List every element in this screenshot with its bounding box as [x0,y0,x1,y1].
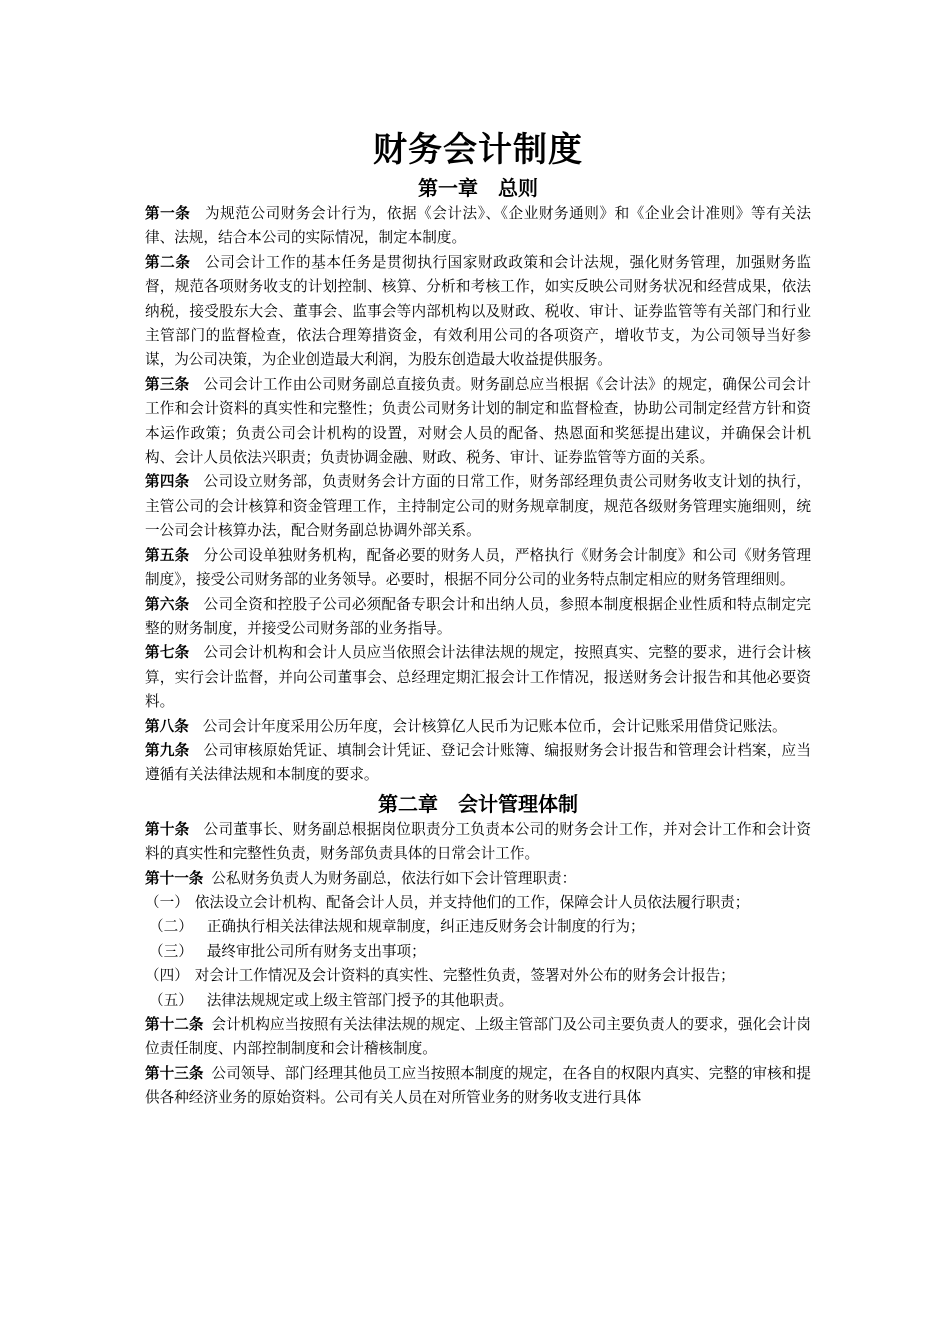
duty-item-5 [145,989,811,1013]
article-10 [145,818,811,867]
chapter-1-articles [145,202,811,788]
duty-item-1 [145,891,811,915]
chapter-heading-2: 第二章 会计管理体制 [378,791,578,816]
article-text: 公私财务负责人为财务副总，依法行如下会计管理职责： [211,869,577,887]
article-number: 第三条 [145,375,190,393]
document-title: 财务会计制度 [373,130,583,170]
article-number: 第五条 [145,546,190,564]
article-text: 公司会计机构和会计人员应当依照会计法律法规的规定，按照真实、完整的要求，进行会计核算，实行会计监督，并向公司董事会、总经理定期汇报会计工作情况，报送财务会计报告和其他必要资料。 [145,644,811,711]
article-number: 第十二条 [145,1016,204,1033]
duty-number: （四） [145,967,189,985]
article-3 [145,373,811,471]
article-1 [145,202,811,251]
duty-number: （三） [149,942,193,960]
article-text: 公司设立财务部，负责财务会计方面的日常工作，财务部经理负责公司财务收支计划的执行，主管公司的会计核算和资金管理工作，主持制定公司的财务规章制度，规范各级财务管理实施细则，统一公司会计核算办法，配合财务副总协调外部关系。 [145,473,811,540]
article-number: 第四条 [145,473,190,491]
article-number: 第一条 [145,205,191,222]
article-number: 第十条 [145,820,190,838]
duty-text: 最终审批公司所有财务支出事项； [206,942,426,960]
article-text: 公司董事长、财务副总根据岗位职责分工负责本公司的财务会计工作，并对会计工作和会计资料的真实性和完整性负责，财务部负责具体的日常会计工作。 [145,820,811,863]
duty-text: 法律法规规定或上级主管部门授予的其他职责。 [206,991,514,1009]
document-page [145,128,811,1111]
article-2 [145,251,811,373]
article-5 [145,544,811,593]
article-text: 公司审核原始凭证、填制会计凭证、登记会计账簿、编报财务会计报告和管理会计档案，应当遵循有关法律法规和本制度的要求。 [145,741,811,784]
chapter-heading-1: 第一章 总则 [418,176,538,200]
duty-list [145,891,811,1013]
article-text: 公司全资和控股子公司必须配备专职会计和出纳人员，参照本制度根据企业性质和特点制定完整的财务制度，并接受公司财务部的业务指导。 [145,595,811,637]
article-9 [145,739,811,788]
article-7 [145,641,811,714]
article-6 [145,593,811,642]
article-text: 公司会计年度采用公历年度，会计核算亿人民币为记账本位币，会计记账采用借贷记账法。 [202,717,787,735]
article-text: 公司会计工作由公司财务副总直接负责。财务副总应当根据《会计法》的规定，确保公司会计工作和会计资料的真实性和完整性；负责公司财务计划的制定和监督检查，协助公司制定经营方针和资本运作政策；负责公司会计机构的设置，对财会人员的配备、热恩面和奖惩提出建议，并确保会计机构、会计人员依法兴职责；负责协调金融、财政、税务、审计、证券监管等方面的关系。 [145,375,811,467]
article-11 [145,867,811,891]
article-text: 为规范公司财务会计行为，依据《会计法》、《企业财务通则》和《企业会计准则》等有关法律、法规，结合本公司的实际情况，制定本制度。 [145,205,811,247]
article-text: 公司会计工作的基本任务是贯彻执行国家财政政策和会计法规，强化财务管理，加强财务监督，规范各项财务收支的计划控制、核算、分析和考核工作，如实反映公司财务状况和经营成果，依法纳税，接受股东大会、董事会、监事会等内部机构以及财政、税收、审计、证券监管等有关部门和行业主管部门的监督检查，依法合理筹措资金，有效利用公司的各项资产，增收节支，为公司领导当好参谋，为公司决策，为企业创造最大利润，为股东创造最大收益提供服务。 [145,253,811,369]
article-number: 第六条 [145,595,190,613]
chapter-2-articles [145,818,811,1111]
article-number: 第十一条 [145,869,204,887]
article-text: 会计机构应当按照有关法律法规的规定、上级主管部门及公司主要负责人的要求，强化会计岗位责任制度、内部控制制度和会计稽核制度。 [145,1016,811,1058]
article-8 [145,715,811,739]
article-13 [145,1062,811,1111]
duty-item-4 [145,964,811,988]
article-number: 第二条 [145,253,191,271]
duty-text: 依法设立会计机构、配备会计人员，并支持他们的工作，保障会计人员依法履行职责； [194,893,750,911]
article-12 [145,1013,811,1062]
article-4 [145,470,811,543]
duty-number: （五） [149,991,193,1009]
duty-number: （一） [145,893,189,911]
article-number: 第九条 [145,741,190,759]
article-text: 公司领导、部门经理其他员工应当按照本制度的规定，在各自的权限内真实、完整的审核和提供各种经济业务的原始资料。公司有关人员在对所管业务的财务收支进行具体 [145,1064,811,1107]
article-number: 第七条 [145,644,190,662]
article-number: 第十三条 [145,1064,204,1082]
duty-item-3 [145,940,811,964]
article-number: 第八条 [145,717,189,735]
article-text: 分公司设单独财务机构，配备必要的财务人员，严格执行《财务会计制度》和公司《财务管理制度》，接受公司财务部的业务领导。必要时，根据不同分公司的业务特点制定相应的财务管理细则。 [145,546,811,589]
duty-text: 正确执行相关法律法规和规章制度，纠正违反财务会计制度的行为； [206,918,645,936]
duty-item-2 [145,915,811,939]
duty-text: 对会计工作情况及会计资料的真实性、完整性负责，签署对外公布的财务会计报告； [194,967,735,985]
duty-number: （二） [149,918,193,936]
